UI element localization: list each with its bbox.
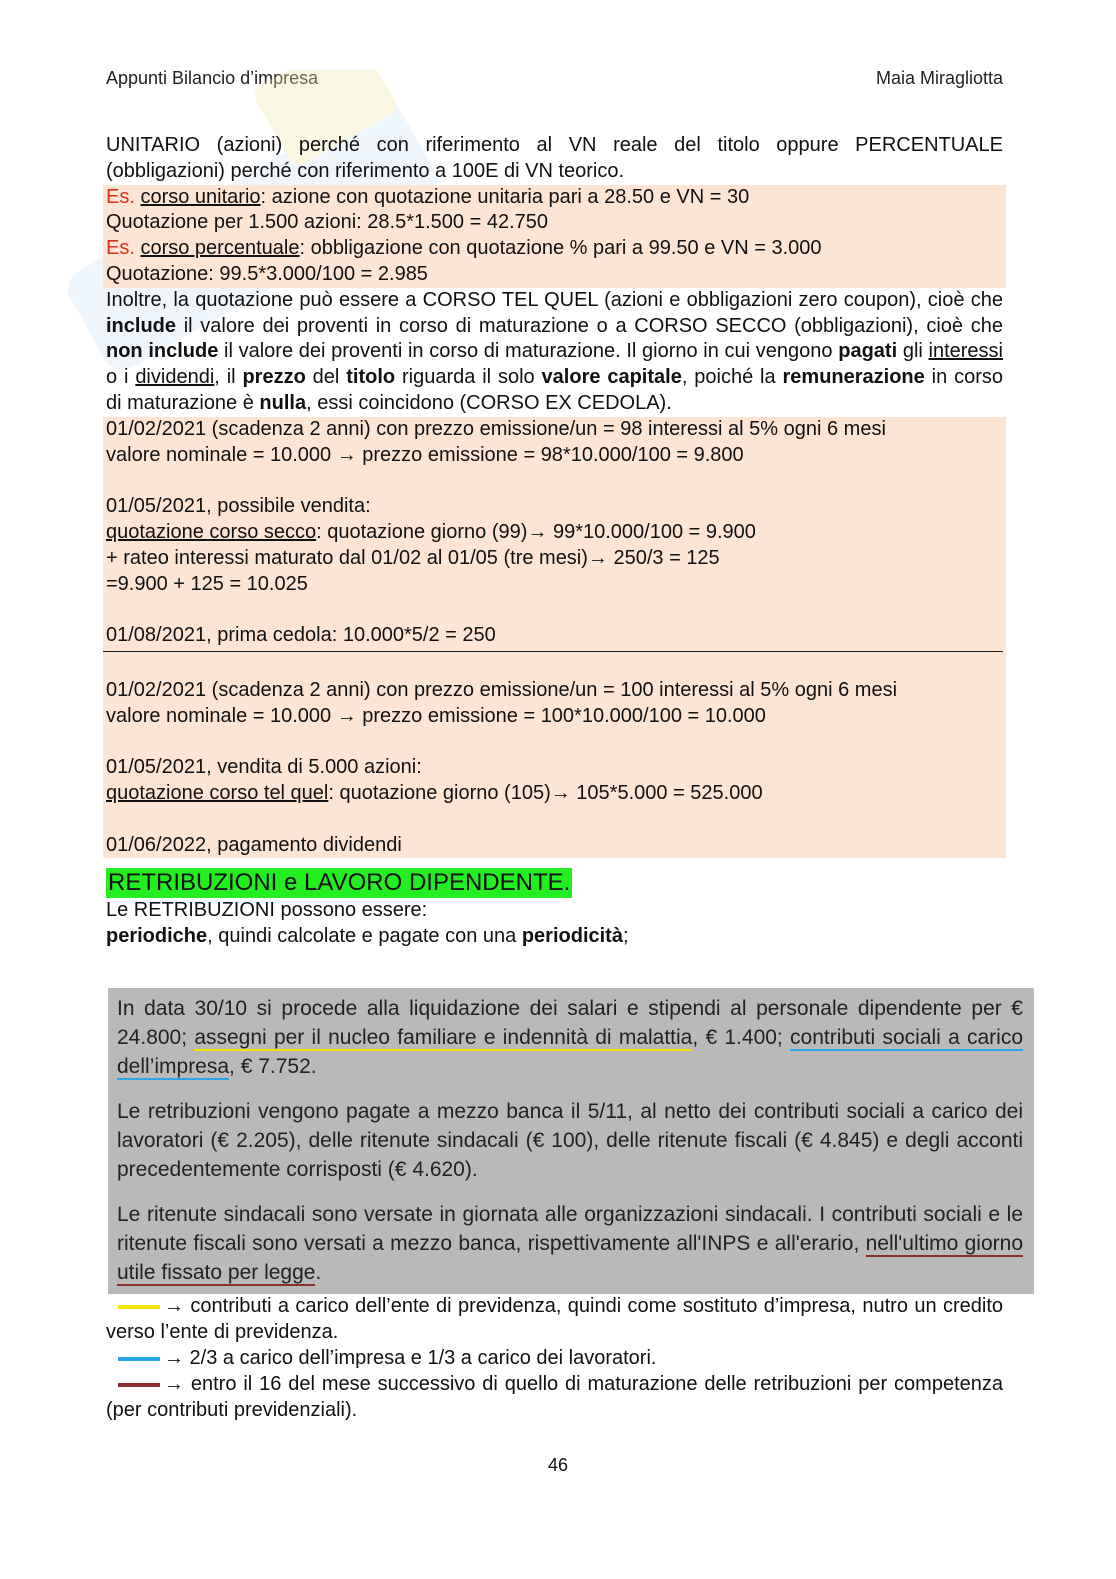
text-bold: periodicità [521,925,623,948]
example-text: : azione con quotazione unitaria pari a 28.50 e VN = 30 [260,185,750,208]
text-bold: remunerazione [782,366,925,389]
text-underline: dividendi [135,366,215,389]
exercise-image-box [108,988,1034,1294]
brown-swatch [118,1383,160,1387]
exercise-paragraph [117,1200,1023,1287]
box-line: 01/05/2021, possibile vendita: [106,495,371,518]
text-span: ; [622,925,629,948]
blue-swatch [118,1357,160,1361]
legend-item-brown [106,1371,1003,1423]
box-term: quotazione corso tel quel [106,781,329,804]
text-span: , € 7.752. [229,1055,317,1078]
page-header [106,68,1003,94]
example-line [106,236,1006,262]
text-span: Le ritenute sindacali sono versate in giornata alle organizzazioni sindacali. I contributi sociali e le ritenute fiscali sono versati a mezzo banca, rispettivamente all'INPS e all'erario, [117,1203,1023,1255]
text-span: gli [897,340,929,363]
yellow-swatch [118,1305,160,1309]
page-number: 46 [547,1455,569,1475]
example-block [103,185,1006,288]
example-term: corso unitario [140,185,261,208]
es-label: Es. [106,237,135,260]
legend-item-blue [106,1345,1003,1371]
highlight-blue: contributi sociali a carico dell’impresa [117,1026,1024,1078]
text-span: , € 1.400; [692,1026,791,1049]
text-span: , poiché la [681,366,783,389]
box-text: : quotazione giorno (99)→ 99*10.000/100 = 9.900 [316,520,756,543]
section-line [106,924,1003,950]
text-bold: non include [106,340,219,363]
box-line [106,520,1006,546]
example-term: corso percentuale [140,237,300,260]
text-bold: prezzo [242,366,306,389]
example-line: Quotazione: 99.5*3.000/100 = 2.985 [106,262,428,285]
text-span: , quindi calcolate e pagate con una [207,925,522,948]
text-bold: periodiche [106,925,208,948]
highlight-yellow: assegni per il nucleo familiare e indennità di malattia [194,1026,693,1049]
box-text: : quotazione giorno (105)→ 105*5.000 = 525.000 [328,781,763,804]
intro-paragraph: UNITARIO (azioni) perché con riferimento al VN reale del titolo oppure PERCENTUALE (obbligazioni) perché con riferimento a 100E di VN teorico. [106,134,1003,182]
legend-text: → contributi a carico dell’ente di previdenza, quindi come sostituto d’impresa, nutro un credito verso l’ente di previdenza. [106,1295,1003,1343]
main-content [106,133,1003,950]
bond-example-box [103,417,1006,859]
text-span: in corso di maturazione è [106,366,1003,414]
text-bold: include [106,314,177,337]
text-bold: pagati [838,340,898,363]
box-line: 01/08/2021, prima cedola: 10.000*5/2 = 250 [106,624,496,647]
text-span: o i [106,366,136,389]
legend-text: → 2/3 a carico dell’impresa e 1/3 a carico dei lavoratori. [164,1347,657,1369]
text-span: . [315,1261,322,1284]
text-span: In data 30/10 si procede alla liquidazione dei salari e stipendi al personale dipendente per € 24.800; [117,997,1023,1049]
header-title: Appunti Bilancio d’impresa [106,68,319,88]
text-span: il valore dei proventi in corso di maturazione. Il giorno in cui vengono [218,340,839,363]
example-line: Quotazione per 1.500 azioni: 28.5*1.500 = 42.750 [106,211,549,234]
example-line [106,185,1006,211]
text-span: riguarda il solo [395,366,542,389]
box-line: valore nominale = 10.000 → prezzo emissione = 100*10.000/100 = 10.000 [106,704,766,727]
box-line: 01/06/2022, pagamento dividendi [106,833,402,856]
exercise-paragraph: Le retribuzioni vengono pagate a mezzo banca il 5/11, al netto dei contributi sociali a carico dei lavoratori (€ 2.205), delle ritenute sindacali (€ 100), delle ritenute fiscali (€ 4.845) e degli acconti precedentemente corrisposti (€ 4.620). [117,1100,1023,1181]
box-line: + rateo interessi maturato dal 01/02 al 01/05 (tre mesi)→ 250/3 = 125 [106,546,720,569]
box-term: quotazione corso secco [106,520,317,543]
section-line: Le RETRIBUZIONI possono essere: [106,899,428,922]
text-span: , essi coincidono (CORSO EX CEDOLA). [306,391,672,414]
exercise-paragraph [117,994,1023,1081]
box-line: =9.900 + 125 = 10.025 [106,572,308,595]
header-author: Maia Miragliotta [875,68,1003,88]
text-bold: titolo [346,366,396,389]
example-text: : obbligazione con quotazione % pari a 99.50 e VN = 3.000 [299,237,822,260]
highlight-brown: nell'ultimo giorno utile fissato per legge [117,1232,1023,1284]
legend-item-yellow [106,1293,1003,1345]
color-legend [106,1293,1003,1423]
text-bold: valore capitale [541,366,682,389]
legend-text: → entro il 16 del mese successivo di quello di maturazione delle retribuzioni per competenza (per contributi previdenziali). [106,1373,1003,1421]
box-line: 01/02/2021 (scadenza 2 anni) con prezzo emissione/un = 98 interessi al 5% ogni 6 mesi [106,417,886,440]
box-line: 01/02/2021 (scadenza 2 anni) con prezzo emissione/un = 100 interessi al 5% ogni 6 mesi [106,678,898,701]
section-heading: RETRIBUZIONI e LAVORO DIPENDENTE. [108,869,571,897]
text-span: del [305,366,347,389]
text-bold: nulla [259,391,307,414]
text-span: Inoltre, la quotazione può essere a CORSO TEL QUEL (azioni e obbligazioni zero coupon), cioè che [106,288,1003,311]
box-line: valore nominale = 10.000 → prezzo emissione = 98*10.000/100 = 9.800 [106,443,744,466]
text-span: il valore dei proventi in corso di maturazione o a CORSO SECCO (obbligazioni), cioè che [176,314,1003,337]
corso-paragraph [106,288,1003,417]
text-underline: interessi [928,340,1003,363]
text-span: , il [214,366,243,389]
es-label: Es. [106,185,135,208]
box-line: 01/05/2021, vendita di 5.000 azioni: [106,756,422,779]
box-line [106,781,1006,807]
